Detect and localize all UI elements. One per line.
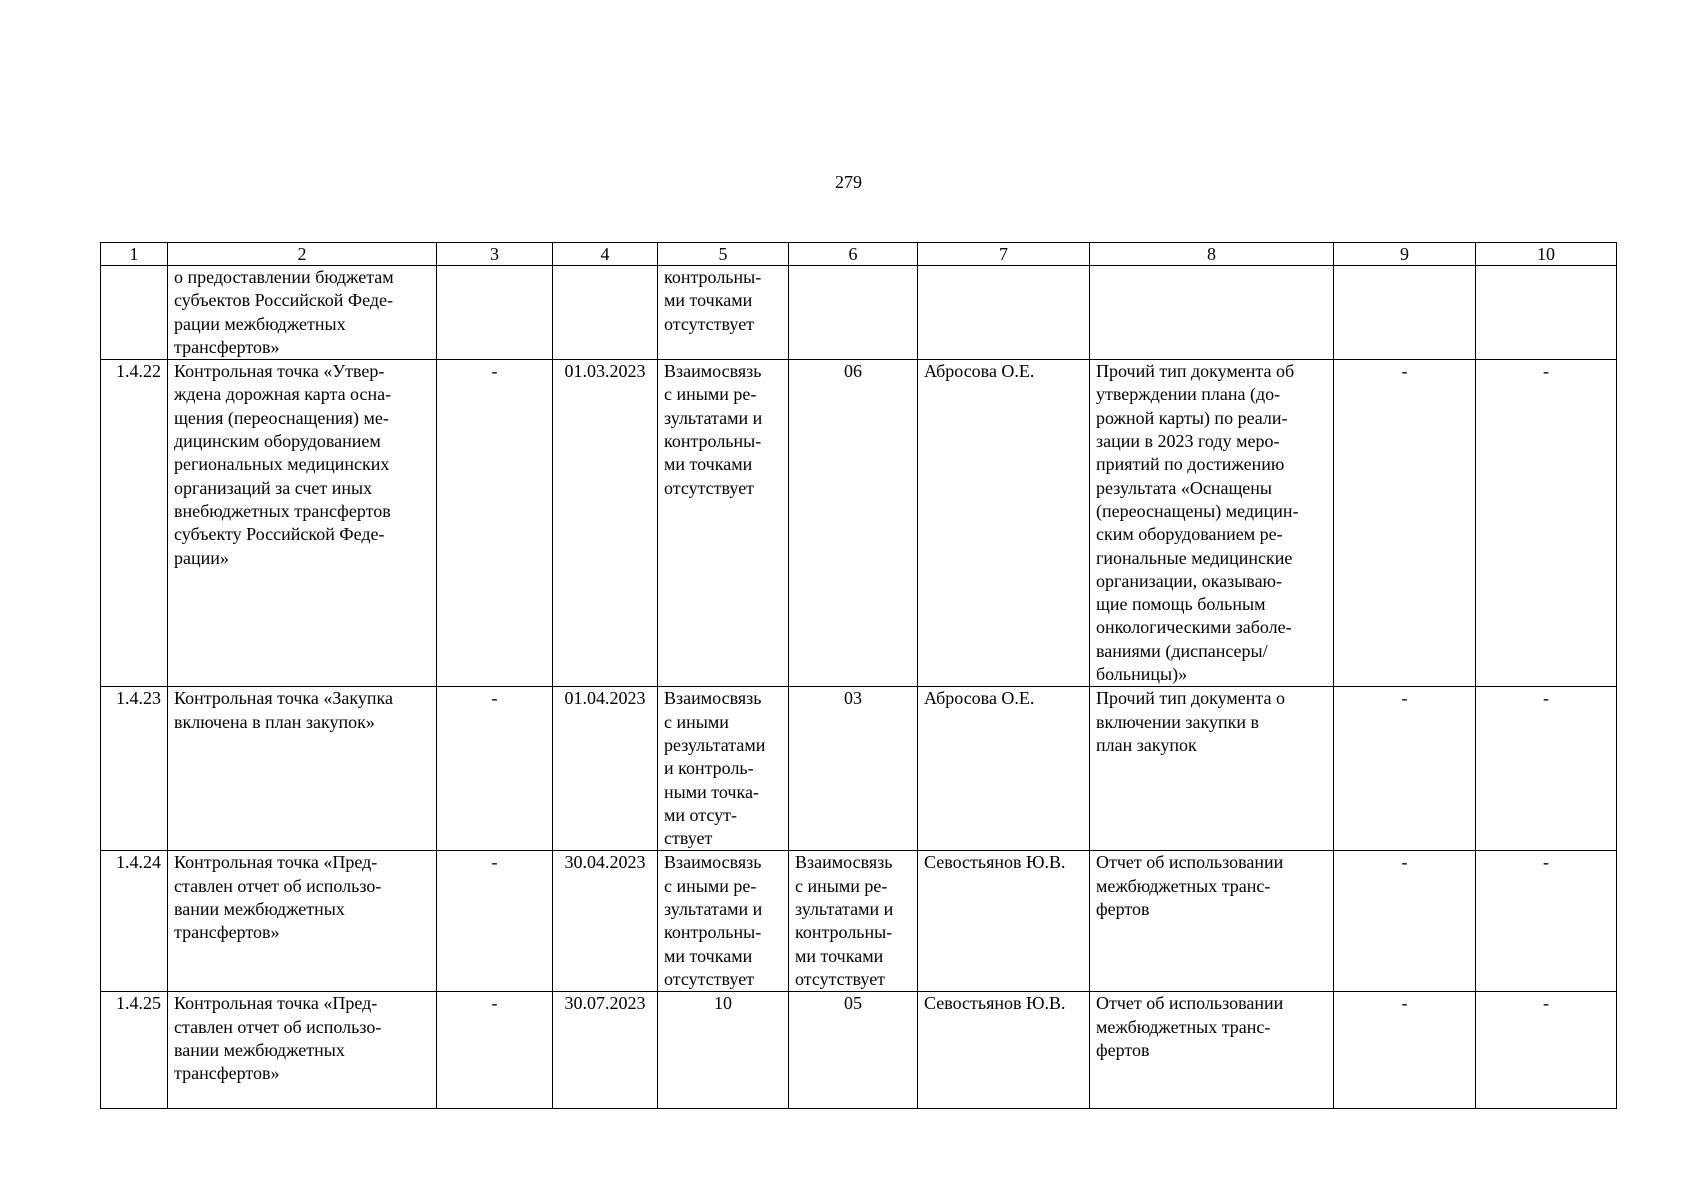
column-header: 4 <box>553 243 658 266</box>
relation-cell: Взаимосвязь с иными ре- зультатами и контрольны- ми точками отсутствует <box>658 360 789 687</box>
document-type-cell: Отчет об использовании межбюджетных транс- фертов <box>1090 851 1334 992</box>
column-10-cell: - <box>1476 992 1617 1109</box>
column-header: 5 <box>658 243 789 266</box>
column-6-cell: 03 <box>789 687 918 851</box>
column-10-cell: - <box>1476 687 1617 851</box>
relation-cell: 10 <box>658 992 789 1109</box>
relation-cell: Взаимосвязь с иными ре- зультатами и контрольны- ми точками отсутствует <box>658 851 789 992</box>
date-cell <box>553 266 658 360</box>
control-point-name-cell: о предоставлении бюджетам субъектов Российской Феде- рации межбюджетных трансфертов» <box>168 266 437 360</box>
column-3-cell: - <box>437 851 553 992</box>
column-6-cell: 05 <box>789 992 918 1109</box>
column-header: 7 <box>918 243 1090 266</box>
date-cell: 30.04.2023 <box>553 851 658 992</box>
row-number-cell: 1.4.25 <box>101 992 168 1109</box>
column-6-cell: 06 <box>789 360 918 687</box>
document-type-cell: Отчет об использовании межбюджетных транс- фертов <box>1090 992 1334 1109</box>
date-cell: 01.03.2023 <box>553 360 658 687</box>
column-10-cell <box>1476 266 1617 360</box>
date-cell: 01.04.2023 <box>553 687 658 851</box>
column-9-cell: - <box>1334 851 1476 992</box>
table-row <box>101 360 1617 687</box>
row-number-cell <box>101 266 168 360</box>
column-3-cell: - <box>437 687 553 851</box>
table-row <box>101 687 1617 851</box>
relation-cell: Взаимосвязь с иными результатами и контроль- ными точка- ми отсут- ствует <box>658 687 789 851</box>
responsible-person-cell: Абросова О.Е. <box>918 360 1090 687</box>
control-point-name-cell: Контрольная точка «Пред- ставлен отчет об использо- вании межбюджетных трансфертов» <box>168 851 437 992</box>
control-point-name-cell: Контрольная точка «Пред- ставлен отчет об использо- вании межбюджетных трансфертов» <box>168 992 437 1109</box>
column-9-cell: - <box>1334 992 1476 1109</box>
column-9-cell <box>1334 266 1476 360</box>
responsible-person-cell: Абросова О.Е. <box>918 687 1090 851</box>
column-6-cell <box>789 266 918 360</box>
date-cell: 30.07.2023 <box>553 992 658 1109</box>
column-number-header-row <box>101 243 1617 266</box>
table-row <box>101 992 1617 1109</box>
document-type-cell: Прочий тип документа об утверждении плана (до- рожной карты) по реали- зации в 2023 году меро- приятий по достижению результата «Оснащены (переоснащены) медицин- ским оборудованием ре- гиональные медицинские организации, оказываю- щие помощь больным онкологическими заболе- ваниями (диспансеры/ больницы)» <box>1090 360 1334 687</box>
relation-cell: контрольны- ми точками отсутствует <box>658 266 789 360</box>
column-3-cell: - <box>437 360 553 687</box>
column-10-cell: - <box>1476 851 1617 992</box>
document-type-cell: Прочий тип документа о включении закупки в план закупок <box>1090 687 1334 851</box>
control-point-name-cell: Контрольная точка «Утвер- ждена дорожная карта осна- щения (переоснащения) ме- дицинским оборудованием региональных медицинских организаций за счет иных внебюджетных трансфертов субъекту Российской Феде- рации» <box>168 360 437 687</box>
document-type-cell <box>1090 266 1334 360</box>
column-header: 2 <box>168 243 437 266</box>
row-number-cell: 1.4.23 <box>101 687 168 851</box>
row-number-cell: 1.4.24 <box>101 851 168 992</box>
row-number-cell: 1.4.22 <box>101 360 168 687</box>
column-header: 6 <box>789 243 918 266</box>
column-6-cell: Взаимосвязь с иными ре- зультатами и контрольны- ми точками отсутствует <box>789 851 918 992</box>
page-number: 279 <box>835 172 862 192</box>
column-header: 3 <box>437 243 553 266</box>
column-3-cell <box>437 266 553 360</box>
column-9-cell: - <box>1334 360 1476 687</box>
responsible-person-cell: Севостьянов Ю.В. <box>918 992 1090 1109</box>
column-10-cell: - <box>1476 360 1617 687</box>
control-point-name-cell: Контрольная точка «Закупка включена в план закупок» <box>168 687 437 851</box>
responsible-person-cell: Севостьянов Ю.В. <box>918 851 1090 992</box>
control-points-table <box>100 242 1617 1109</box>
column-3-cell: - <box>437 992 553 1109</box>
table-row <box>101 266 1617 360</box>
column-9-cell: - <box>1334 687 1476 851</box>
column-header: 9 <box>1334 243 1476 266</box>
responsible-person-cell <box>918 266 1090 360</box>
table-row <box>101 851 1617 992</box>
column-header: 10 <box>1476 243 1617 266</box>
column-header: 8 <box>1090 243 1334 266</box>
column-header: 1 <box>101 243 168 266</box>
